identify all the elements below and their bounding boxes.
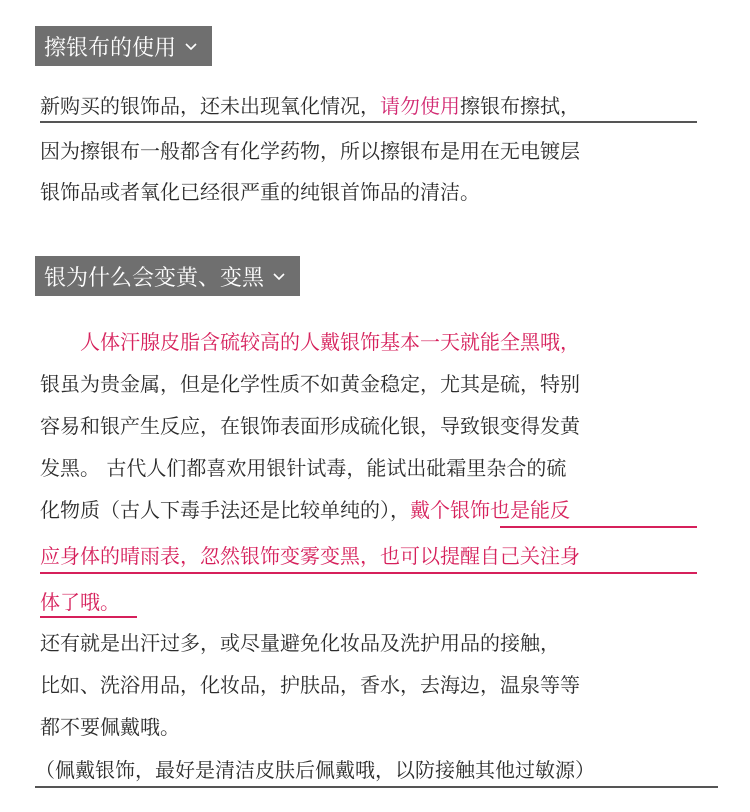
text-segment: 擦银布擦拭， xyxy=(460,94,580,118)
chevron-down-icon xyxy=(270,267,288,285)
text-segment: 化物质（古人下毒手法还是比较单纯的）， xyxy=(40,498,410,522)
chevron-down-icon xyxy=(182,37,200,55)
highlight-text: 戴个银饰也是能反 xyxy=(410,498,570,522)
highlight-text: 请勿使用 xyxy=(380,94,460,118)
underline-rule xyxy=(40,616,137,618)
section2-line-4: 发黑。 古代人们都喜欢用银针试毒，能试出砒霜里杂合的硫 xyxy=(40,456,567,480)
underline-rule xyxy=(40,121,697,123)
underline-rule xyxy=(500,526,697,528)
section-title: 银为什么会变黄、变黑 xyxy=(44,265,265,291)
section2-line-8: 还有就是出汗过多，或尽量避免化妆品及洗护用品的接触， xyxy=(40,631,560,655)
section1-line-2: 因为擦银布一般都含有化学药物，所以擦银布是用在无电镀层 xyxy=(40,139,580,163)
section2-line-10: 都不要佩戴哦。 xyxy=(40,715,180,739)
underline-rule xyxy=(35,786,718,788)
section1-line-1 xyxy=(40,94,580,118)
section1-line-3: 银饰品或者氧化已经很严重的纯银首饰品的清洁。 xyxy=(40,180,480,204)
section2-line-11: （佩戴银饰，最好是清洁皮肤后佩戴哦，以防接触其他过敏源） xyxy=(35,758,595,782)
section2-line-9: 比如、洗浴用品，化妆品，护肤品，香水，去海边，温泉等等 xyxy=(40,673,580,697)
section2-line-5 xyxy=(40,498,570,522)
section-header-silver-tarnish[interactable] xyxy=(35,256,300,296)
section-header-silver-cloth[interactable] xyxy=(35,26,212,66)
text-segment: 新购买的银饰品，还未出现氧化情况， xyxy=(40,94,380,118)
section2-line-6: 应身体的晴雨表，忽然银饰变雾变黑，也可以提醒自己关注身 xyxy=(40,544,580,568)
section-title: 擦银布的使用 xyxy=(44,35,177,61)
section2-line-2: 银虽为贵金属，但是化学性质不如黄金稳定，尤其是硫，特别 xyxy=(40,372,580,396)
section2-line-3: 容易和银产生反应，在银饰表面形成硫化银，导致银变得发黄 xyxy=(40,414,580,438)
section2-line-1: 人体汗腺皮脂含硫较高的人戴银饰基本一天就能全黑哦， xyxy=(80,330,580,354)
underline-rule xyxy=(40,572,697,574)
section2-line-7: 体了哦。 xyxy=(40,590,120,614)
